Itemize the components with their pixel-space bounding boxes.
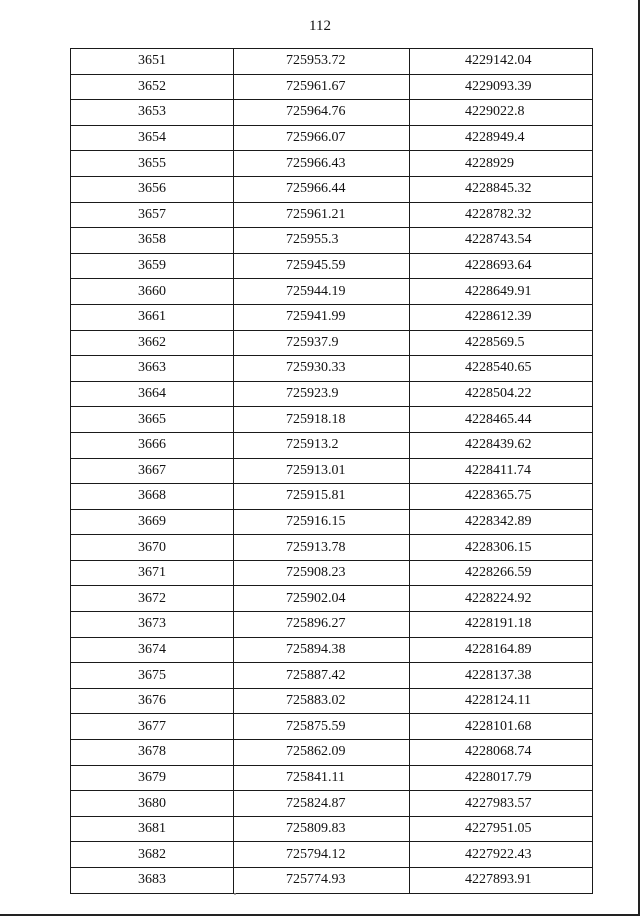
table-row (71, 381, 593, 407)
x-coordinate-cell: 725937.9 (234, 330, 410, 356)
y-coordinate-cell: 4228224.92 (410, 586, 593, 612)
table-row (71, 484, 593, 510)
y-coordinate-cell: 4228101.68 (410, 714, 593, 740)
table-row (71, 765, 593, 791)
y-coordinate-cell: 4228342.89 (410, 509, 593, 535)
x-coordinate-cell: 725883.02 (234, 688, 410, 714)
point-number-cell: 3676 (71, 688, 234, 714)
point-number-cell: 3665 (71, 407, 234, 433)
x-coordinate-cell: 725913.78 (234, 535, 410, 561)
y-coordinate-cell: 4228306.15 (410, 535, 593, 561)
table-row (71, 330, 593, 356)
y-coordinate-cell: 4228649.91 (410, 279, 593, 305)
point-number-cell: 3678 (71, 740, 234, 766)
table-row (71, 637, 593, 663)
y-coordinate-cell: 4228465.44 (410, 407, 593, 433)
x-coordinate-cell: 725955.3 (234, 228, 410, 254)
x-coordinate-cell: 725918.18 (234, 407, 410, 433)
table-row (71, 714, 593, 740)
x-coordinate-cell: 725841.11 (234, 765, 410, 791)
y-coordinate-cell: 4228137.38 (410, 663, 593, 689)
x-coordinate-cell: 725930.33 (234, 356, 410, 382)
table-row (71, 228, 593, 254)
table-row (71, 279, 593, 305)
y-coordinate-cell: 4228782.32 (410, 202, 593, 228)
y-coordinate-cell: 4228569.5 (410, 330, 593, 356)
point-number-cell: 3658 (71, 228, 234, 254)
x-coordinate-cell: 725887.42 (234, 663, 410, 689)
coordinate-table (70, 48, 593, 894)
table-row (71, 151, 593, 177)
x-coordinate-cell: 725894.38 (234, 637, 410, 663)
y-coordinate-cell: 4228068.74 (410, 740, 593, 766)
y-coordinate-cell: 4228845.32 (410, 176, 593, 202)
point-number-cell: 3680 (71, 791, 234, 817)
x-coordinate-cell: 725964.76 (234, 100, 410, 126)
y-coordinate-cell: 4228411.74 (410, 458, 593, 484)
point-number-cell: 3660 (71, 279, 234, 305)
table-row (71, 509, 593, 535)
y-coordinate-cell: 4229142.04 (410, 49, 593, 75)
x-coordinate-cell: 725794.12 (234, 842, 410, 868)
y-coordinate-cell: 4227893.91 (410, 868, 593, 894)
table-row (71, 407, 593, 433)
table-row (71, 304, 593, 330)
x-coordinate-cell: 725953.72 (234, 49, 410, 75)
x-coordinate-cell: 725862.09 (234, 740, 410, 766)
x-coordinate-cell: 725915.81 (234, 484, 410, 510)
x-coordinate-cell: 725966.07 (234, 125, 410, 151)
point-number-cell: 3671 (71, 560, 234, 586)
point-number-cell: 3683 (71, 868, 234, 894)
table-row (71, 535, 593, 561)
y-coordinate-cell: 4228504.22 (410, 381, 593, 407)
point-number-cell: 3673 (71, 612, 234, 638)
point-number-cell: 3681 (71, 816, 234, 842)
x-coordinate-cell: 725966.43 (234, 151, 410, 177)
table-row (71, 740, 593, 766)
table-row (71, 663, 593, 689)
y-coordinate-cell: 4228540.65 (410, 356, 593, 382)
page-number: 112 (309, 18, 331, 34)
point-number-cell: 3669 (71, 509, 234, 535)
table-row (71, 560, 593, 586)
table-row (71, 125, 593, 151)
y-coordinate-cell: 4229093.39 (410, 74, 593, 100)
point-number-cell: 3666 (71, 432, 234, 458)
table-row (71, 791, 593, 817)
point-number-cell: 3668 (71, 484, 234, 510)
x-coordinate-cell: 725896.27 (234, 612, 410, 638)
y-coordinate-cell: 4228017.79 (410, 765, 593, 791)
x-coordinate-cell: 725824.87 (234, 791, 410, 817)
y-coordinate-cell: 4228929 (410, 151, 593, 177)
x-coordinate-cell: 725945.59 (234, 253, 410, 279)
point-number-cell: 3679 (71, 765, 234, 791)
point-number-cell: 3670 (71, 535, 234, 561)
point-number-cell: 3657 (71, 202, 234, 228)
point-number-cell: 3656 (71, 176, 234, 202)
y-coordinate-cell: 4228124.11 (410, 688, 593, 714)
x-coordinate-cell: 725966.44 (234, 176, 410, 202)
x-coordinate-cell: 725961.21 (234, 202, 410, 228)
table-row (71, 432, 593, 458)
point-number-cell: 3663 (71, 356, 234, 382)
coordinate-table-body (71, 49, 593, 894)
point-number-cell: 3652 (71, 74, 234, 100)
table-row (71, 688, 593, 714)
table-row (71, 49, 593, 75)
table-row (71, 176, 593, 202)
y-coordinate-cell: 4228164.89 (410, 637, 593, 663)
y-coordinate-cell: 4228191.18 (410, 612, 593, 638)
y-coordinate-cell: 4227983.57 (410, 791, 593, 817)
point-number-cell: 3651 (71, 49, 234, 75)
y-coordinate-cell: 4227922.43 (410, 842, 593, 868)
point-number-cell: 3677 (71, 714, 234, 740)
y-coordinate-cell: 4228743.54 (410, 228, 593, 254)
x-coordinate-cell: 725961.67 (234, 74, 410, 100)
x-coordinate-cell: 725902.04 (234, 586, 410, 612)
table-row (71, 842, 593, 868)
x-coordinate-cell: 725913.2 (234, 432, 410, 458)
x-coordinate-cell: 725809.83 (234, 816, 410, 842)
x-coordinate-cell: 725913.01 (234, 458, 410, 484)
table-row (71, 612, 593, 638)
point-number-cell: 3661 (71, 304, 234, 330)
point-number-cell: 3653 (71, 100, 234, 126)
y-coordinate-cell: 4228365.75 (410, 484, 593, 510)
y-coordinate-cell: 4228612.39 (410, 304, 593, 330)
x-coordinate-cell: 725774.93 (234, 868, 410, 894)
point-number-cell: 3659 (71, 253, 234, 279)
point-number-cell: 3672 (71, 586, 234, 612)
x-coordinate-cell: 725908.23 (234, 560, 410, 586)
table-row (71, 74, 593, 100)
point-number-cell: 3664 (71, 381, 234, 407)
table-row (71, 356, 593, 382)
point-number-cell: 3667 (71, 458, 234, 484)
table-row (71, 868, 593, 894)
x-coordinate-cell: 725875.59 (234, 714, 410, 740)
point-number-cell: 3674 (71, 637, 234, 663)
x-coordinate-cell: 725916.15 (234, 509, 410, 535)
table-row (71, 100, 593, 126)
table-row (71, 202, 593, 228)
y-coordinate-cell: 4228693.64 (410, 253, 593, 279)
y-coordinate-cell: 4227951.05 (410, 816, 593, 842)
point-number-cell: 3682 (71, 842, 234, 868)
table-row (71, 586, 593, 612)
table-row (71, 253, 593, 279)
y-coordinate-cell: 4228949.4 (410, 125, 593, 151)
y-coordinate-cell: 4228439.62 (410, 432, 593, 458)
point-number-cell: 3654 (71, 125, 234, 151)
point-number-cell: 3675 (71, 663, 234, 689)
y-coordinate-cell: 4228266.59 (410, 560, 593, 586)
point-number-cell: 3655 (71, 151, 234, 177)
x-coordinate-cell: 725944.19 (234, 279, 410, 305)
x-coordinate-cell: 725923.9 (234, 381, 410, 407)
table-row (71, 816, 593, 842)
point-number-cell: 3662 (71, 330, 234, 356)
scan-speck (234, 893, 236, 895)
table-row (71, 458, 593, 484)
x-coordinate-cell: 725941.99 (234, 304, 410, 330)
y-coordinate-cell: 4229022.8 (410, 100, 593, 126)
